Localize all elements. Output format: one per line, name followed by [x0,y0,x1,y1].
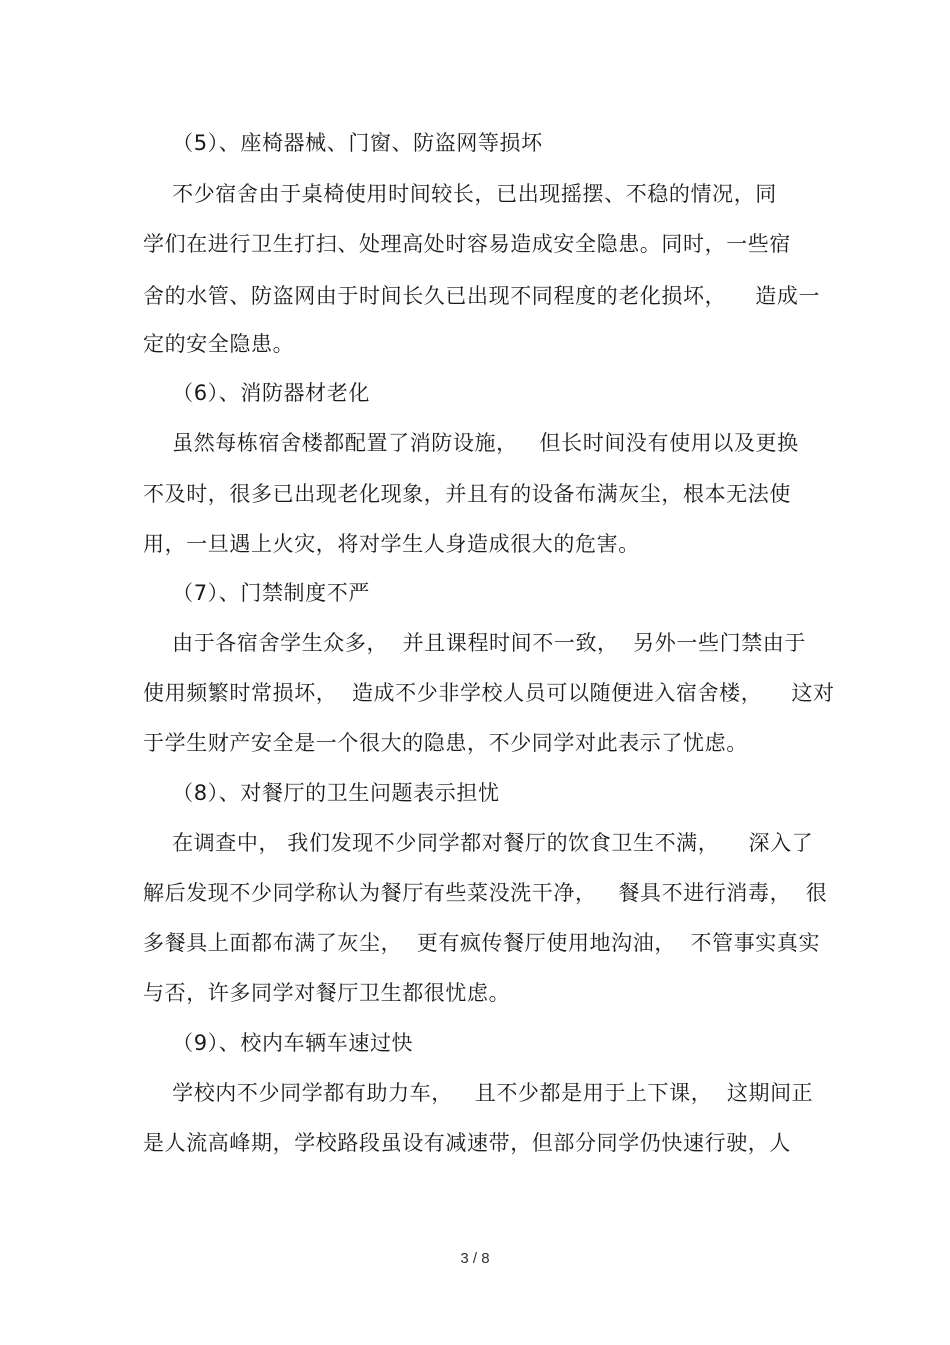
page-number: 3 / 8 [460,1250,490,1267]
heading-5: （5）、座椅器械、门窗、防盗网等损坏 [143,131,543,155]
paragraph-line: 于学生财产安全是一个很大的隐患，不少同学对此表示了忧虑。 [143,731,748,755]
paragraph-line: 定的安全隐患。 [143,332,295,356]
paragraph-line: 由于各宿舍学生众多， 并且课程时间不一致， 另外一些门禁由于 [143,631,806,655]
paragraph-line: 多餐具上面都布满了灰尘， 更有疯传餐厅使用地沟油， 不管事实真实 [143,931,821,955]
heading-7: （7）、门禁制度不严 [143,581,370,605]
paragraph-line: 是人流高峰期，学校路段虽设有减速带，但部分同学仍快速行驶，人 [143,1131,791,1155]
heading-9: （9）、校内车辆车速过快 [143,1031,414,1055]
heading-6: （6）、消防器材老化 [143,381,370,405]
paragraph-line: 解后发现不少同学称认为餐厅有些菜没洗干净， 餐具不进行消毒， 很 [143,881,828,905]
paragraph-line: 学校内不少同学都有助力车， 且不少都是用于上下课， 这期间正 [143,1081,814,1105]
paragraph-line: 使用频繁时常损坏， 造成不少非学校人员可以随便进入宿舍楼， 这对 [143,681,835,705]
paragraph-line: 在调查中， 我们发现不少同学都对餐厅的饮食卫生不满， 深入了 [143,831,814,855]
paragraph-line: 用，一旦遇上火灾，将对学生人身造成很大的危害。 [143,532,640,556]
paragraph-line: 舍的水管、防盗网由于时间长久已出现不同程度的老化损坏， 造成一 [143,284,821,308]
paragraph-line: 不少宿舍由于桌椅使用时间较长，已出现摇摆、不稳的情况，同 [143,182,777,206]
heading-8: （8）、对餐厅的卫生问题表示担忧 [143,781,500,805]
paragraph-line: 不及时，很多已出现老化现象，并且有的设备布满灰尘，根本无法使 [143,482,791,506]
paragraph-line: 虽然每栋宿舍楼都配置了消防设施， 但长时间没有使用以及更换 [143,431,799,455]
paragraph-line: 与否，许多同学对餐厅卫生都很忧虑。 [143,981,511,1005]
paragraph-line: 学们在进行卫生打扫、处理高处时容易造成安全隐患。同时，一些宿 [143,232,791,256]
